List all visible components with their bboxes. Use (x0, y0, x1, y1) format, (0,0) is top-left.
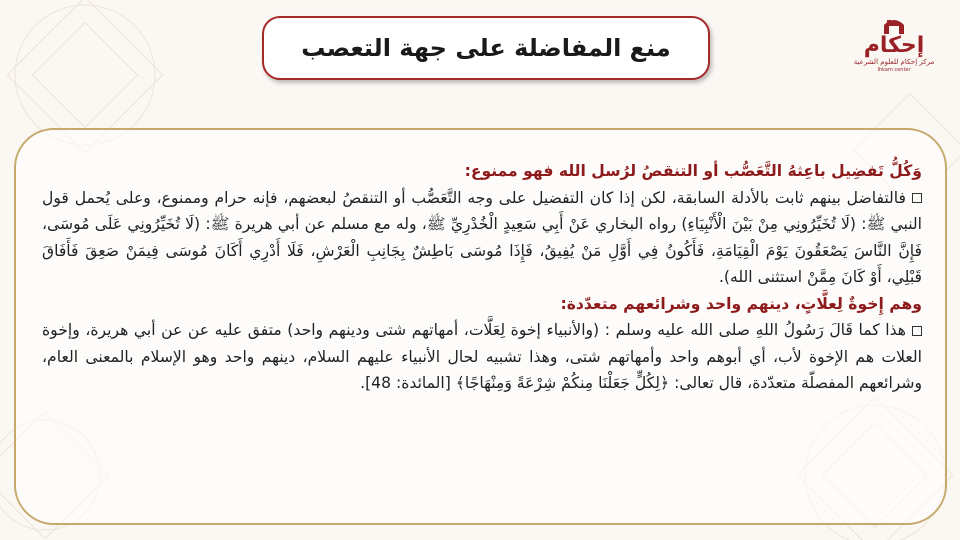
content-body (42, 158, 922, 397)
heading-1: وَكُلُّ تَفضِيل باعِثهُ التَّعَصُّب أو التنقصُ لرُسل الله فهو ممنوع: (464, 162, 922, 180)
paragraph-1-text: فالتفاضل بينهم ثابت بالأدلة السابقة، لكن إذا كان التفضيل على وجه التَّعَصُّب أو التنقصُ لبعضهم، فإنه حرام وممنوع، وعلى يُحمل قول النبي ﷺ: (لَا تُخَيِّرُونِي مِنْ بَيْنَ الْأَنْبِيَاءِ) رواه البخاري عَنْ أَبِي سَعِيدٍ الْخُدْرِيِّ ﷺ، وله مع مسلم عن أبي هريرة ﷺ: (لَا تُخَيِّرُونِي عَلَى مُوسَى، فَإِنَّ النَّاسَ يَصْعَقُونَ يَوْمَ الْقِيَامَةِ، فَأَكُونُ فِي أَوَّلِ مَنْ يُفِيقُ، فَإِذَا مُوسَى بَاطِشٌ بِجَانِبِ الْعَرْشِ، فَلَا أَدْرِي أَكَانَ مُوسَى فِيمَنْ صَعِقَ فَأَفَاقَ قَبْلِي، أَوْ كَانَ مِمَّنْ استثنى الله). (42, 188, 922, 286)
paragraph-2-text: هذا كما قَالَ رَسُولُ اللهِ صلى الله عليه وسلم : (والأنبياء إخوة لِعَلَّات، أمهاتهم شتى ودينهم واحد) متفق عليه عن عن أبي هريرة، وإخوة العلات هم الإخوة لأب، أي أبوهم واحد وأمهاتهم شتى، وهذا تشبيه لحال الأنبياء عليهم السلام، دينهم واحد وهو الإسلام بالمعنى العام، وشرائعهم المفصلّة متعدّدة، قال تعالى: ﴿لِكُلٍّ جَعَلْنَا مِنكُمْ شِرْعَةً وَمِنْهَاجًا﴾ [المائدة: 48]. (42, 321, 922, 392)
bullet-checkbox-icon (912, 193, 922, 203)
heading-2: وهم إِخوةٌ لِعلَّاتٍ، دينهم واحد وشرائعهم متعدّدة: (560, 294, 922, 313)
logo (842, 18, 946, 98)
title-box (262, 16, 710, 80)
logo-subtitle: مركز إحكام للعلوم الشرعية (853, 58, 935, 66)
paragraph-1 (42, 185, 922, 291)
logo-wordmark: إحكام (863, 33, 925, 58)
logo-arch-icon (881, 18, 907, 34)
content-box (14, 128, 947, 525)
logo-subtitle-small: Ihkam center (877, 67, 911, 73)
bullet-checkbox-icon (912, 326, 922, 336)
paragraph-2 (42, 317, 922, 397)
page-title: منع المفاضلة على جهة التعصب (301, 34, 671, 62)
